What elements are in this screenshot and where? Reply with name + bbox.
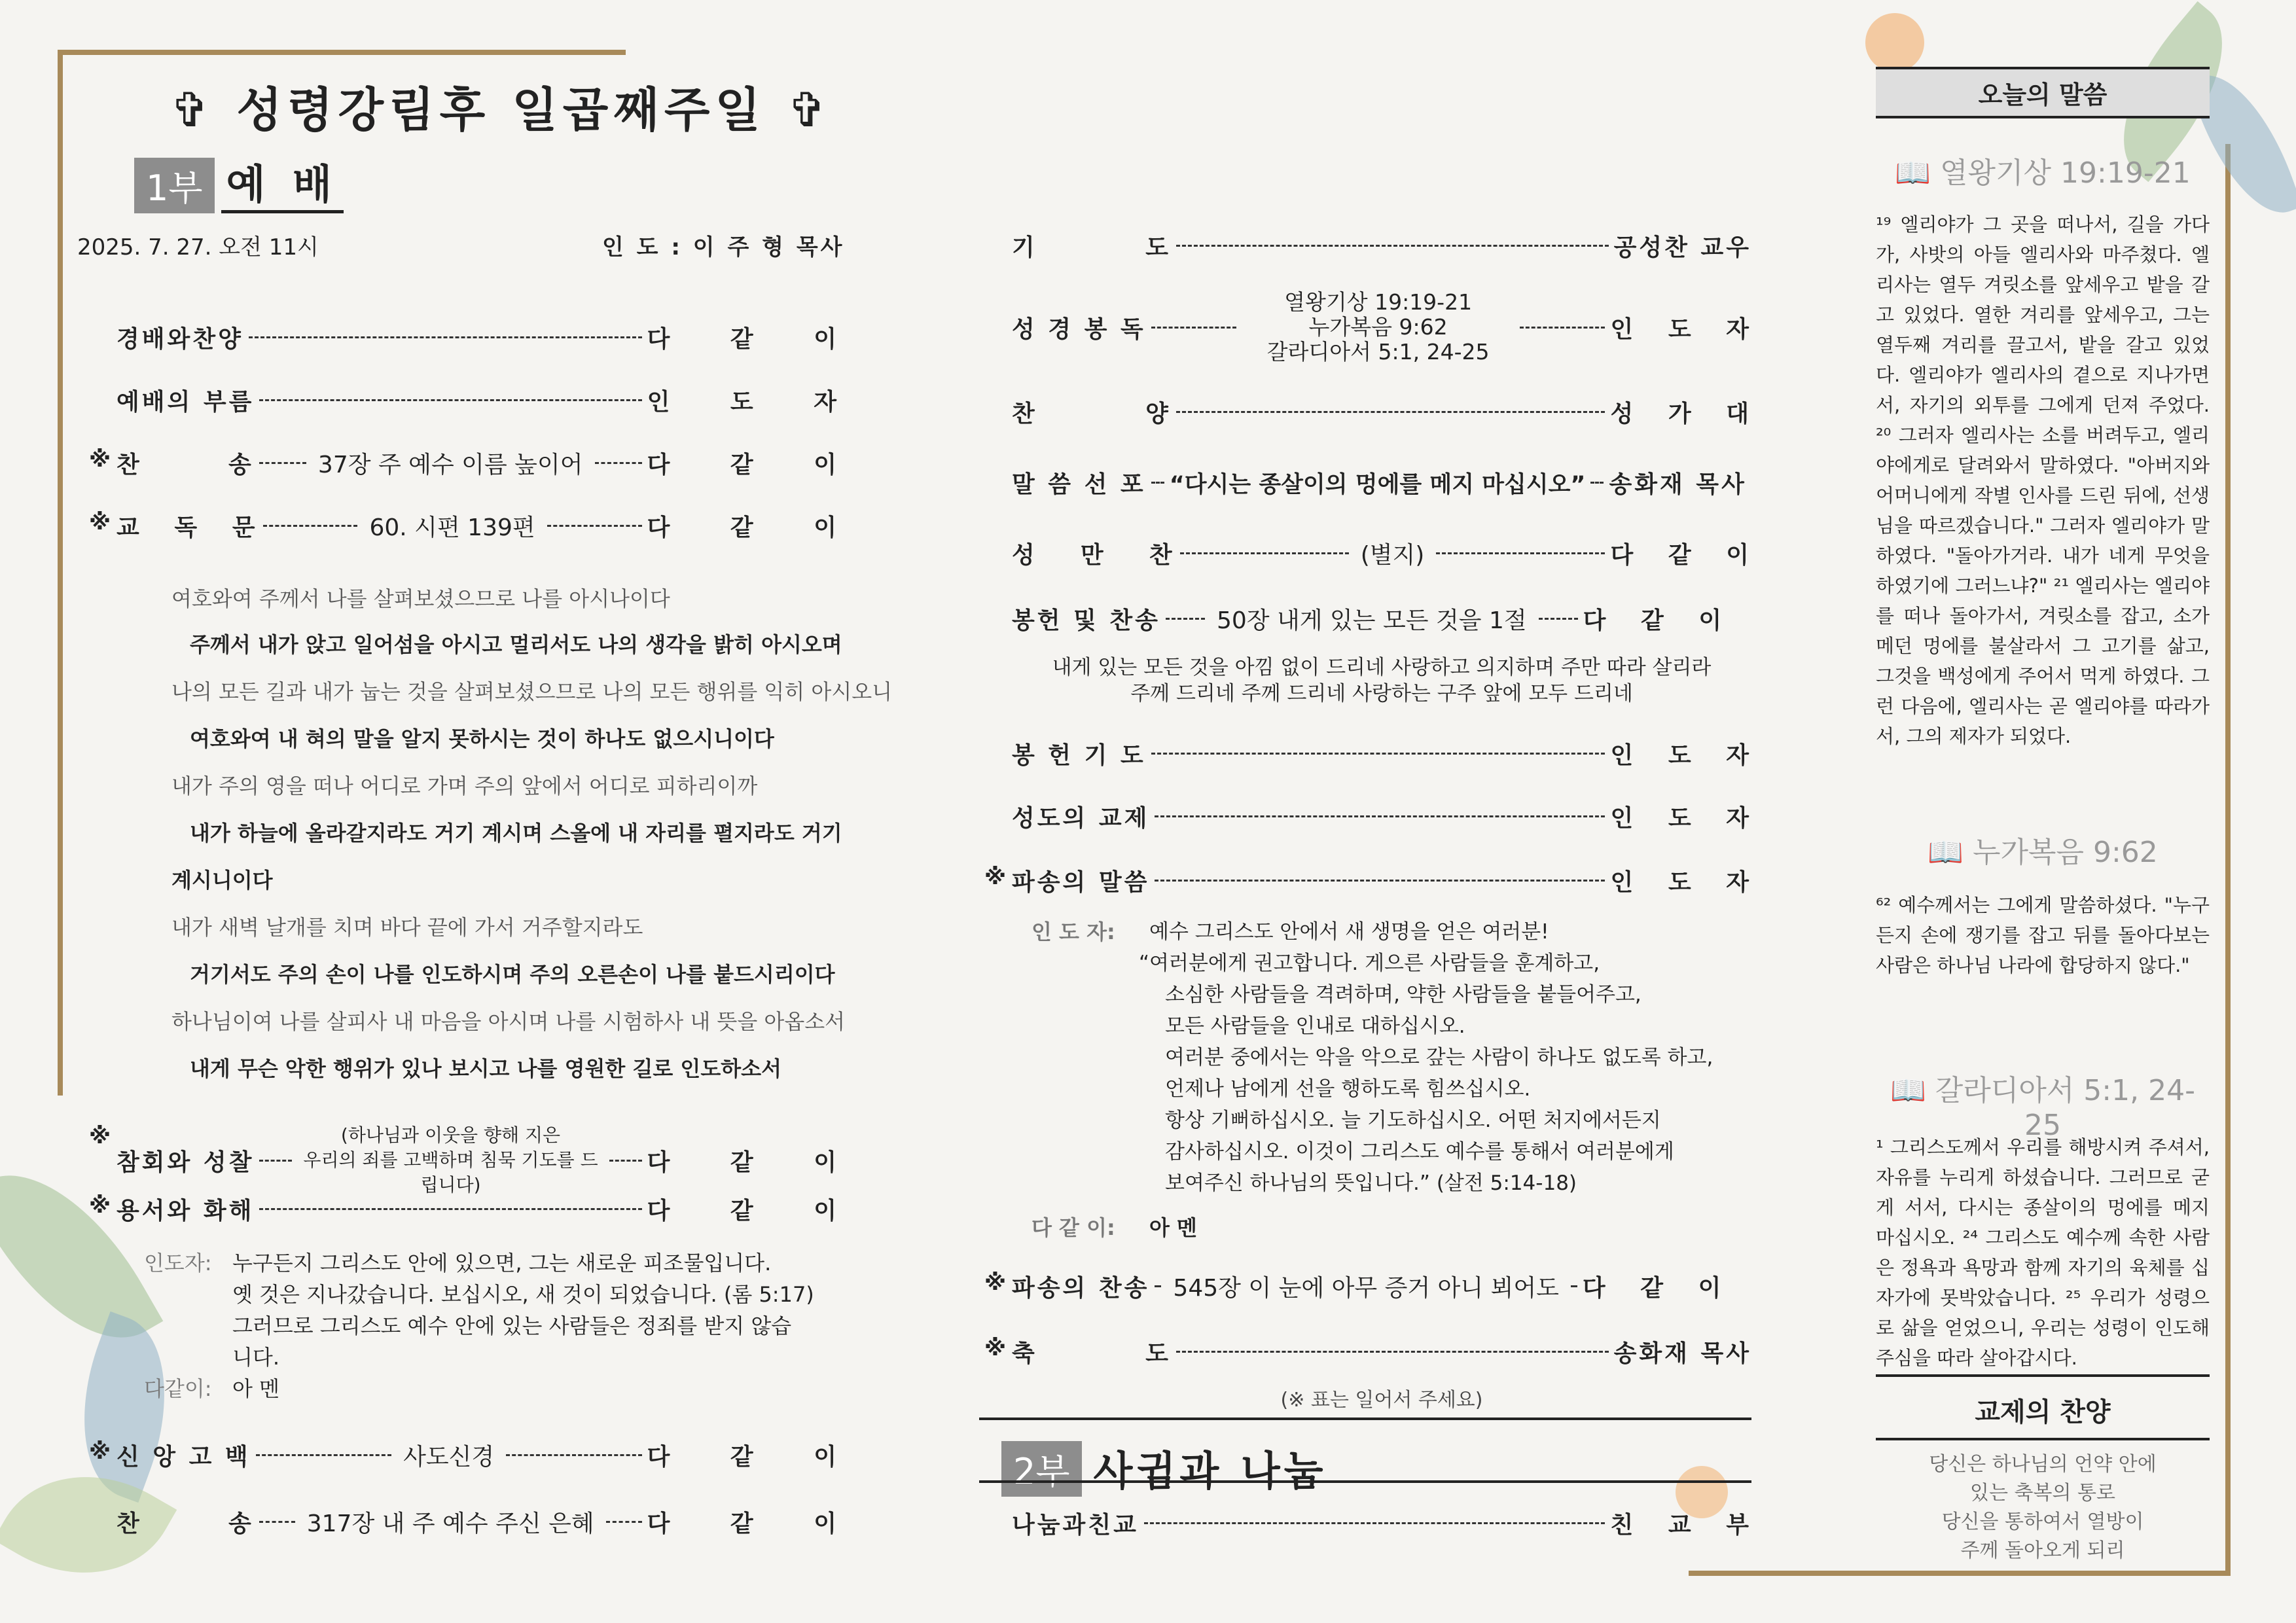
- order-item-hymn2: [117, 1505, 863, 1539]
- order-item-who: 공성찬 교우: [1613, 234, 1751, 261]
- dash-leader: [249, 336, 642, 338]
- sending-text: [1139, 916, 1751, 1199]
- divider: [1876, 1374, 2210, 1377]
- order-item-label: 성 만 찬: [1012, 542, 1175, 569]
- order-item-who: 다 같 이: [1583, 607, 1725, 634]
- scripture-refs: [1242, 290, 1515, 365]
- scripture-ref-kings: 📖 열왕기상 19:19-21: [1895, 156, 2191, 190]
- praise-lyrics: [1876, 1450, 2210, 1565]
- order-item-who: 다 같 이: [647, 326, 863, 353]
- order-item-who: 다 같 이: [647, 452, 863, 478]
- psalm-line: 내가 새벽 날개를 치며 바다 끝에 가서 거주할지라도: [171, 915, 643, 940]
- order-item-confession: [117, 1123, 863, 1198]
- order-item-creed: [117, 1438, 863, 1472]
- sending-all-label: 다 같 이:: [1031, 1215, 1115, 1240]
- order-item-fellowship: [1012, 800, 1751, 833]
- order-item-label: 기 도: [1012, 234, 1171, 261]
- stand-mark: ※: [89, 1123, 111, 1149]
- order-item-call: [117, 383, 863, 417]
- order-item-label: 파송의 말씀: [1012, 869, 1150, 896]
- order-item-offering: [1012, 602, 1751, 635]
- dash-leader: [1155, 815, 1605, 817]
- divider: [979, 1418, 1751, 1420]
- psalm-line: 내게 무슨 악한 행위가 있나 보시고 나를 영원한 길로 인도하소서: [190, 1056, 781, 1081]
- page-title: ✞ 성령강림후 일곱째주일 ✞: [170, 82, 833, 137]
- part1-title: 예 배: [221, 152, 344, 213]
- order-item-who: 송화재 목사: [1609, 471, 1747, 498]
- confession-note: [297, 1123, 603, 1198]
- dash-leader: [259, 1208, 641, 1210]
- order-item-label: 말 씀 선 포: [1012, 471, 1146, 498]
- order-item-communion: [1012, 537, 1751, 570]
- praise-line: 당신은 하나님의 언약 안에: [1929, 1453, 2157, 1476]
- stand-mark: ※: [89, 1192, 111, 1219]
- scripture-ref: 열왕기상 19:19-21: [1284, 289, 1473, 315]
- order-item-who: 인 도 자: [1610, 869, 1751, 896]
- dash-leader: [1151, 482, 1164, 484]
- service-date: 2025. 7. 27. 오전 11시: [77, 234, 319, 260]
- dash-leader: [1520, 327, 1605, 329]
- stand-mark: ※: [89, 446, 111, 473]
- dash-leader: [1180, 552, 1349, 554]
- order-item-sermon: [1012, 466, 1751, 499]
- order-item-label: 신 앙 고 백: [117, 1444, 251, 1471]
- order-item-middle: 사도신경: [403, 1444, 495, 1471]
- order-item-worship: [117, 321, 863, 354]
- order-item-who: 친 교 부: [1610, 1512, 1751, 1539]
- sending-line: 예수 그리스도 안에서 새 생명을 얻은 여러분!: [1149, 920, 1549, 944]
- forgiveness-all-text: 아 멘: [232, 1376, 279, 1401]
- leaf-decoration: [52, 1311, 196, 1503]
- confession-note-line: (하나님과 이웃을 향해 지은: [340, 1124, 561, 1146]
- dash-leader: [1571, 1285, 1577, 1287]
- order-item-who: 다 같 이: [1582, 1275, 1724, 1302]
- order-item-label: 파송의 찬송: [1012, 1275, 1150, 1302]
- order-item-who: 다 같 이: [1610, 542, 1751, 569]
- stand-mark: ※: [89, 1438, 111, 1465]
- stand-note: (※ 표는 일어서 주세요): [1280, 1389, 1483, 1412]
- order-item-sending: [1012, 864, 1751, 897]
- order-item-prayer: [1012, 229, 1751, 262]
- praise-line: 당신을 통하여서 열방이: [1941, 1510, 2144, 1533]
- order-item-label: 나눔과친교: [1012, 1512, 1139, 1539]
- sending-line: 모든 사람들을 인내로 대하십시오.: [1165, 1014, 1465, 1038]
- order-item-who: 인 도 자: [1610, 315, 1751, 343]
- dash-leader: [1436, 552, 1605, 554]
- order-item-label: 예배의 부름: [117, 389, 255, 416]
- service-leader: 인 도 : 이 주 형 목사: [602, 234, 845, 260]
- order-item-label: 용서와 화해: [117, 1198, 255, 1224]
- dash-leader: [1155, 880, 1605, 882]
- part2-title: 사귐과 나눔: [1093, 1447, 1327, 1495]
- forgiveness-line: 누구든지 그리스도 안에 있으면, 그는 새로운 피조물입니다.: [232, 1251, 772, 1275]
- psalm-line: 내가 하늘에 올라갈지라도 거기 계시며 스올에 내 자리를 펼지라도 거기: [190, 821, 842, 846]
- sending-leader-label: 인 도 자:: [1031, 919, 1115, 944]
- sending-line: 소심한 사람들을 격려하며, 약한 사람들을 붙들어주고,: [1165, 983, 1641, 1007]
- psalm-line: 하나님이여 나를 살피사 내 마음을 아시며 나를 시험하사 내 뜻을 아옵소서: [171, 1009, 846, 1034]
- stand-mark: ※: [984, 1335, 1007, 1361]
- order-item-scripture: [1012, 288, 1751, 366]
- psalm-line: 나의 모든 길과 내가 눕는 것을 살펴보셨으므로 나의 모든 행위를 익히 아시오니: [171, 679, 893, 704]
- scripture-text-kings: ¹⁹ 엘리야가 그 곳을 떠나서, 길을 가다가, 사밧의 아들 엘리사와 마주쳤다. 엘리사는 열두 겨릿소를 앞세우고 밭을 갈고 있었다. 열한 겨리를 앞세우고, 그는 열두째 겨리를 끌고서, 밭을 갈고 있었다. 엘리야가 엘리사의 곁으로 지나가면서, 자기의 외투를 그에게 던져 주었다. ²⁰ 그러자 엘리사는 소를 버려두고, 엘리야에게로 달려와서 말하였다. "아버지와 어머니에게 작별 인사를 드린 뒤에, 선생님을 따르겠습니다." 그러자 엘리야가 말하였다. "돌아가거라. 내가 네게 무엇을 하였기에 그러느냐?" ²¹ 엘리사는 엘리야를 떠나 돌아가서, 겨릿소를 잡고, 소가 메던 멍에를 불살라서 그 고기를 삶고, 그것을 백성에게 주어서 먹게 하였다. 그런 다음에, 엘리사는 곧 엘리야를 따라가서, 그의 제자가 되었다.: [1876, 213, 2210, 747]
- dash-leader: [1155, 1285, 1161, 1287]
- praise-line: 있는 축복의 통로: [1970, 1482, 2115, 1505]
- dash-leader: [1539, 618, 1578, 620]
- order-item-who: 다 같 이: [647, 1149, 863, 1176]
- dash-leader: [1166, 618, 1205, 620]
- dash-leader: [259, 1160, 292, 1162]
- dash-leader: [259, 462, 306, 464]
- order-item-label: 교 독 문: [117, 514, 258, 541]
- order-item-label: 축 도: [1012, 1340, 1171, 1367]
- part1-badge: 1부: [134, 158, 215, 213]
- order-item-who: 다 같 이: [647, 1198, 863, 1224]
- order-item-label: 성도의 교제: [1012, 805, 1150, 832]
- order-item-who: 다 같 이: [647, 514, 863, 541]
- psalm-line: 여호와여 내 혀의 말을 알지 못하시는 것이 하나도 없으시니이다: [190, 726, 774, 751]
- lyrics-line: 내게 있는 모든 것을 아낌 없이 드리네 사랑하고 의지하며 주만 따라 살리라: [1052, 656, 1712, 679]
- forgiveness-all-label: 다같이:: [144, 1376, 212, 1401]
- praise-heading: 교제의 찬양: [1876, 1391, 2210, 1440]
- praise-line: 주께 돌아오게 되리: [1960, 1539, 2125, 1562]
- stand-mark: ※: [984, 864, 1007, 890]
- order-item-forgiveness: [117, 1192, 863, 1226]
- sending-line: 여러분 중에서는 악을 악으로 갚는 사람이 하나도 없도록 하고,: [1165, 1046, 1713, 1069]
- scripture-ref: 누가복음 9:62: [1308, 314, 1448, 340]
- dash-leader: [259, 1521, 295, 1523]
- dash-leader: [506, 1454, 641, 1456]
- dash-leader: [256, 1454, 391, 1456]
- scripture-text-luke: ⁶² 예수께서는 그에게 말씀하셨다. "누구든지 손에 쟁기를 잡고 뒤를 돌아다보는 사람은 하나님 나라에 합당하지 않다.": [1876, 894, 2210, 976]
- forgiveness-line: 그러므로 그리스도 예수 안에 있는 사람들은 정죄를 받지 않습: [232, 1313, 792, 1338]
- sending-line: 감사하십시오. 이것이 그리스도 예수를 통해서 여러분에게: [1165, 1140, 1674, 1164]
- confession-note-line: 우리의 죄를 고백하며 침묵 기도를 드립니다): [303, 1149, 598, 1196]
- order-item-who: 인 도 자: [647, 389, 863, 416]
- psalm-line: 내가 주의 영을 떠나 어디로 가며 주의 앞에서 어디로 피하리이까: [171, 774, 758, 798]
- order-item-label: 찬 송: [117, 1510, 254, 1537]
- scripture-text-galatians: ¹ 그리스도께서 우리를 해방시켜 주셔서, 자유를 누리게 하셨습니다. 그러므로 굳게 서서, 다시는 종살이의 멍에를 메지 마십시오. ²⁴ 그리스도 예수께 속한 사람은 정욕과 욕망과 함께 자기의 육체를 십자가에 못박았습니다. ²⁵ 우리가 성령으로 삶을 얻었으니, 우리는 성령이 인도해 주심을 따라 살아갑시다.: [1876, 1136, 2210, 1369]
- dash-leader: [1176, 245, 1609, 247]
- dash-leader: [606, 1521, 642, 1523]
- part1-heading: [134, 152, 344, 213]
- forgiveness-line: 니다.: [232, 1345, 279, 1370]
- dash-leader: [1151, 753, 1605, 755]
- part2-badge: 2부: [1001, 1441, 1082, 1497]
- order-item-choir: [1012, 395, 1751, 429]
- order-item-who: 인 도 자: [1610, 805, 1751, 832]
- lyrics-line: 주께 드리네 주께 드리네 사랑하는 구주 앞에 모두 드리네: [1130, 682, 1633, 705]
- order-item-middle: (별지): [1360, 542, 1425, 569]
- scripture-ref-galatians: 📖 갈라디아서 5:1, 24-25: [1890, 1074, 2195, 1142]
- order-item-middle: 37장 주 예수 이름 높이어: [317, 452, 583, 478]
- scripture-ref: 갈라디아서 5:1, 24-25: [1266, 339, 1490, 365]
- psalm-line: 거기서도 주의 손이 나를 인도하시며 주의 오른손이 나를 붙드시리이다: [190, 962, 835, 987]
- order-item-who: 다 같 이: [647, 1444, 863, 1471]
- order-item-who: 성 가 대: [1610, 401, 1751, 427]
- forgiveness-leader-label: 인도자:: [144, 1251, 212, 1275]
- order-item-who: 다 같 이: [647, 1510, 863, 1537]
- scripture-ref-luke: 📖 누가복음 9:62: [1928, 836, 2158, 869]
- divider: [979, 1480, 1751, 1483]
- order-item-label: 찬 송: [117, 452, 254, 478]
- dash-leader: [609, 1160, 642, 1162]
- sending-line: 항상 기뻐하십시오. 늘 기도하십시오. 어떤 처지에서든지: [1165, 1109, 1661, 1132]
- psalm-line: 여호와여 주께서 나를 살펴보셨으므로 나를 아시나이다: [171, 586, 670, 611]
- order-item-who: 송화재 목사: [1613, 1340, 1751, 1367]
- today-word-heading: 오늘의 말씀: [1876, 67, 2210, 118]
- order-item-who: 인 도 자: [1610, 742, 1751, 769]
- sending-line: “여러분에게 권고합니다. 게으른 사람들을 훈계하고,: [1139, 952, 1600, 975]
- stand-mark: ※: [984, 1270, 1007, 1296]
- order-item-sending-hymn: [1012, 1270, 1751, 1303]
- order-item-hymn: [117, 446, 863, 480]
- sending-line: 언제나 남에게 선을 행하도록 힘쓰십시오.: [1165, 1077, 1531, 1101]
- order-item-benediction: [1012, 1335, 1751, 1368]
- order-item-middle: 317장 내 주 예수 주신 은혜: [306, 1510, 594, 1537]
- sending-line: 보여주신 하나님의 뜻입니다.” (살전 5:14-18): [1165, 1171, 1577, 1195]
- forgiveness-text: [232, 1247, 848, 1373]
- forgiveness-line: 옛 것은 지나갔습니다. 보십시오, 새 것이 되었습니다. (롬 5:17): [232, 1282, 814, 1307]
- sermon-title: “다시는 종살이의 멍에를 메지 마십시오”: [1169, 471, 1586, 498]
- dash-leader: [259, 399, 641, 401]
- psalm-line: 계시니이다: [171, 868, 273, 893]
- dash-leader: [1590, 482, 1604, 484]
- dash-leader: [595, 462, 642, 464]
- dash-leader: [263, 525, 358, 527]
- stand-mark: ※: [89, 509, 111, 535]
- order-item-label: 찬 양: [1012, 401, 1171, 427]
- sending-all-text: 아 멘: [1149, 1215, 1197, 1240]
- order-item-label: 성 경 봉 독: [1012, 315, 1146, 343]
- order-item-label: 경배와찬양: [117, 326, 243, 353]
- order-item-label: 참회와 성찰: [117, 1149, 255, 1176]
- order-item-middle: 545장 이 눈에 아무 증거 아니 뵈어도: [1173, 1275, 1559, 1302]
- dash-leader: [1144, 1522, 1605, 1524]
- dash-leader: [1151, 327, 1236, 329]
- order-item-label: 봉 헌 기 도: [1012, 742, 1146, 769]
- order-item-middle: 60. 시편 139편: [369, 514, 535, 541]
- dash-leader: [547, 525, 642, 527]
- dash-leader: [1176, 411, 1605, 413]
- order-item-middle: 50장 내게 있는 모든 것을 1절: [1216, 607, 1527, 634]
- dash-leader: [1176, 1351, 1609, 1353]
- flower-decoration: [1865, 13, 1924, 72]
- order-item-label: 봉헌 및 찬송: [1012, 607, 1160, 634]
- order-item-sharing: [1012, 1507, 1751, 1540]
- psalm-line: 주께서 내가 앉고 일어섬을 아시고 멀리서도 나의 생각을 밝히 아시오며: [190, 632, 842, 657]
- order-item-offering-prayer: [1012, 737, 1751, 770]
- order-item-responsive: [117, 509, 863, 543]
- offering-lyrics: [1012, 654, 1751, 707]
- part2-heading: [1001, 1438, 1333, 1497]
